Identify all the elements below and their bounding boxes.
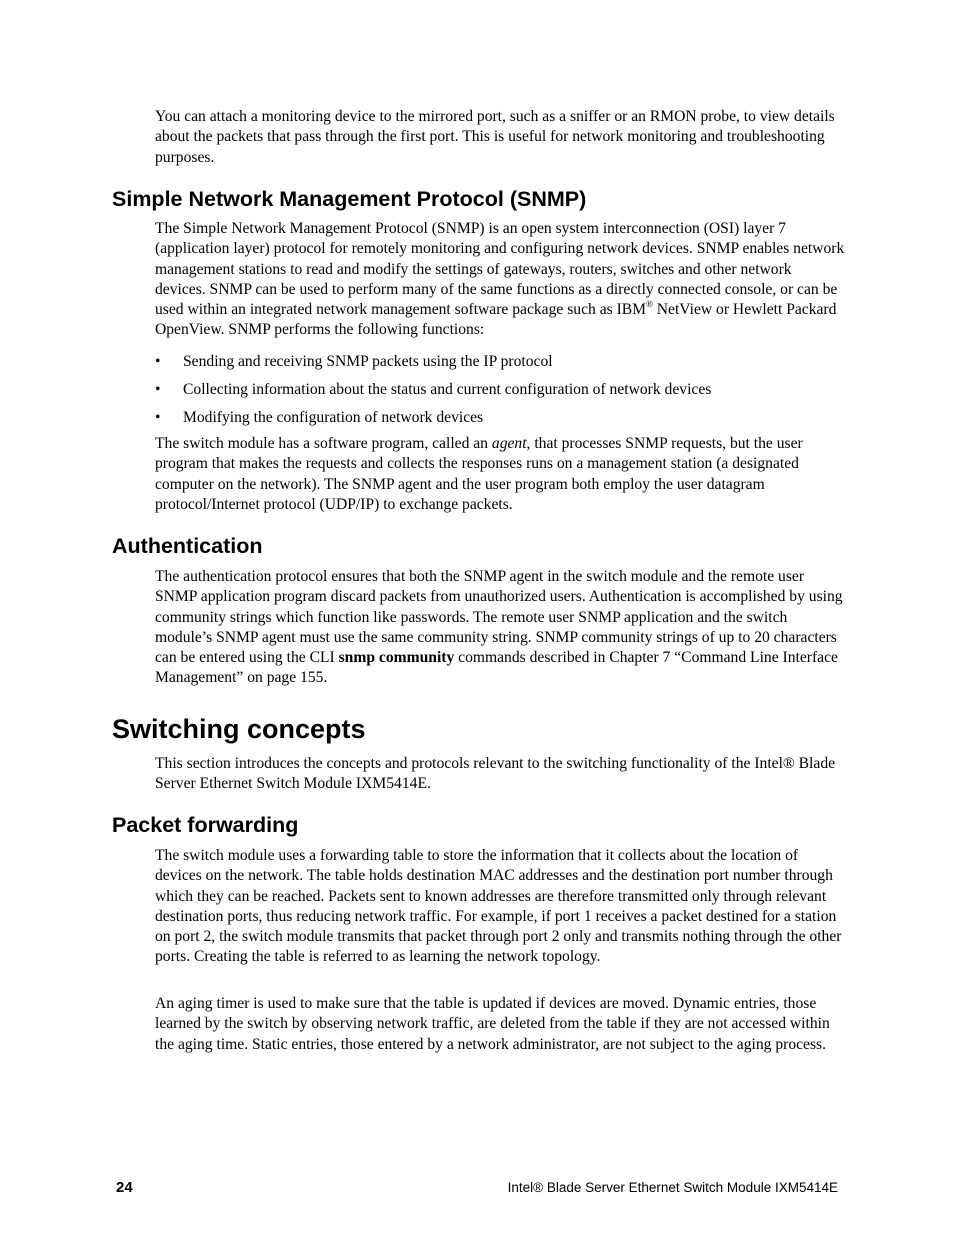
authentication-text-a: The authentication protocol ensures that both the SNMP agent in the switch module and the remote user SNMP application program discard packets from unauthorized users. Authentication is accomplished by using community strings which function like passwords. The remote user SNMP application and the switch module’s SNMP agent must use the same community string. SNMP community strings of up to 20 characters can be entered using the CLI xyxy=(155,568,843,667)
cli-command-term: snmp community xyxy=(338,649,455,667)
packet-forwarding-paragraph-2: An aging timer is used to make sure that the table is updated if devices are moved. Dynamic entries, those learned by the switch by observing network traffic, are deleted from the table if they are not accessed within the aging time. Static entries, those entered by a network administrator, are not subject to the aging process. xyxy=(155,995,830,1053)
packet-forwarding-heading: Packet forwarding xyxy=(112,813,299,837)
snmp-paragraph-2-text-b: , that processes SNMP requests, but the user program that makes the requests and collects the responses runs on a management station (a designated computer on the network). The SNMP agent and the user program both employ the user datagram protocol/Internet protocol (UDP/IP) to exchange packets. xyxy=(155,435,803,513)
snmp-paragraph-1 xyxy=(155,219,845,341)
snmp-paragraph-1-text-a: The Simple Network Management Protocol (SNMP) is an open system interconnection (OSI) layer 7 (application layer) protocol for remotely monitoring and configuring network devices. SNMP enables network management stations to read and modify the settings of gateways, routers, switches and other network devices. SNMP can be used to perform many of the same functions as a directly connected console, or can be used within an integrated network management software package such as IBM xyxy=(155,220,845,319)
authentication-paragraph xyxy=(155,567,845,689)
bullet-text: Sending and receiving SNMP packets using the IP protocol xyxy=(183,353,553,370)
bullet-marker: • xyxy=(155,353,161,370)
agent-term: agent xyxy=(491,435,527,452)
authentication-heading: Authentication xyxy=(112,534,263,558)
authentication-text-b: commands described in Chapter 7 “Command Line Interface Management” on page 155. xyxy=(155,649,838,687)
snmp-paragraph-1-text-b: NetView or Hewlett Packard OpenView. SNMP performs the following functions: xyxy=(155,301,837,339)
snmp-heading: Simple Network Management Protocol (SNMP) xyxy=(112,187,587,211)
page-number: 24 xyxy=(116,1179,133,1196)
packet-forwarding-paragraph-1: The switch module uses a forwarding table to store the information that it collects about the location of devices on the network. The table holds destination MAC addresses and the destination port number through which they can be reached. Packets sent to known addresses are therefore transmitted only through relevant destination ports, thus reducing network traffic. For example, if port 1 receives a packet destined for a station on port 2, the switch module transmits that packet through port 2 only and transmits nothing through the other ports. Creating the table is referred to as learning the network topology. xyxy=(155,847,842,966)
footer-document-title: Intel® Blade Server Ethernet Switch Module IXM5414E xyxy=(507,1180,838,1195)
snmp-paragraph-2 xyxy=(155,434,845,515)
registered-mark: ® xyxy=(646,299,653,310)
bullet-text: Collecting information about the status and current configuration of network devices xyxy=(183,381,712,398)
snmp-paragraph-2-text-a: The switch module has a software program, called an xyxy=(155,435,492,452)
bullet-text: Modifying the configuration of network devices xyxy=(183,409,484,426)
switching-concepts-heading: Switching concepts xyxy=(112,714,366,744)
switching-paragraph: This section introduces the concepts and protocols relevant to the switching functionality of the Intel® Blade Server Ethernet Switch Module IXM5414E. xyxy=(155,755,836,793)
bullet-marker: • xyxy=(155,381,161,398)
bullet-marker: • xyxy=(155,409,161,426)
intro-paragraph: You can attach a monitoring device to the mirrored port, such as a sniffer or an RMON probe, to view details about the packets that pass through the first port. This is useful for network monitoring and troubleshooting purposes. xyxy=(155,108,835,166)
